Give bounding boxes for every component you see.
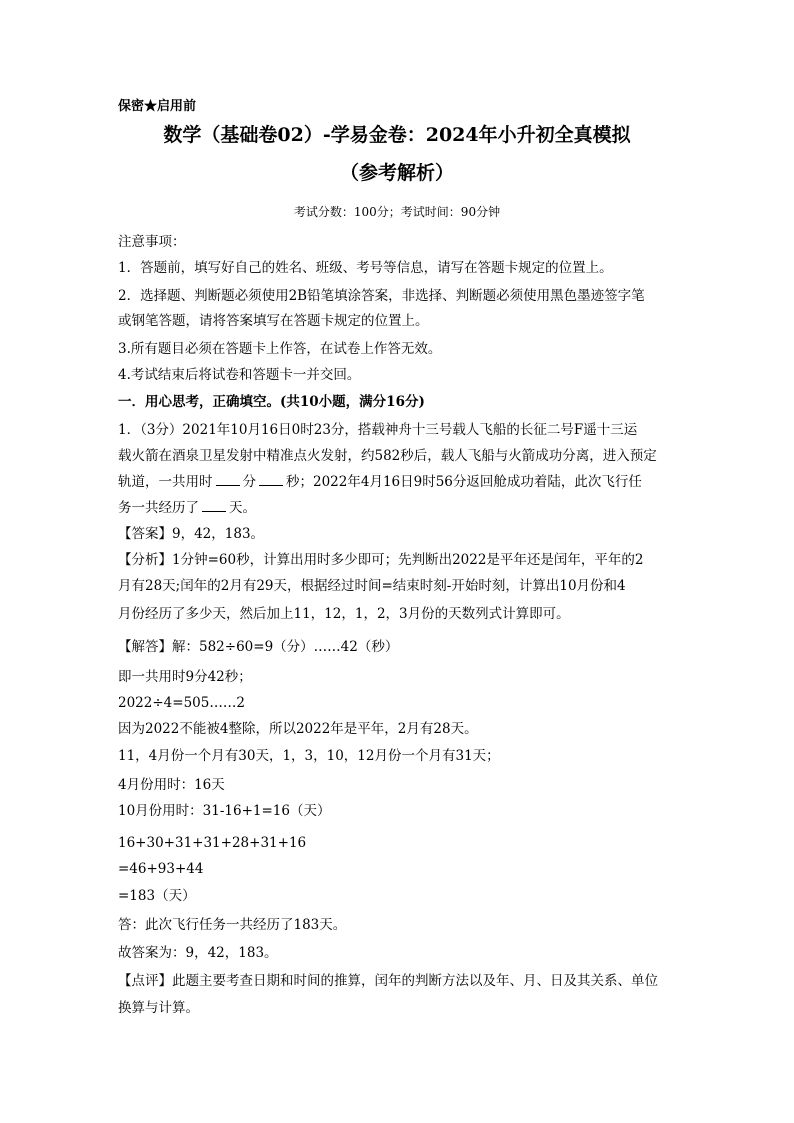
answer-blank-minutes[interactable] [216,473,240,486]
analysis-line: 【分析】1分钟=60秒，计算出用时多少即可；先判断出2022是平年还是闰年，平年的2 [118,552,644,568]
solution-line: 4月份用时：16天 [118,777,225,793]
solution-line: 答：此次飞行任务一共经历了183天。 [118,917,347,933]
question-text: 轨道，一共用时 [118,474,213,490]
exam-info: 考试分数：100分；考试时间：90分钟 [293,205,501,219]
note-item: 或钢笔答题，请将答案填写在答题卡规定的位置上。 [118,313,429,329]
solution-line: 11，4月份一个月有30天，1，3，10，12月份一个月有31天； [118,748,500,764]
confidential-label: 保密★启用前 [118,99,197,114]
comment-line: 【点评】此题主要考查日期和时间的推算，闰年的判断方法以及年、月、日及其关系、单位 [118,973,658,989]
solution-line: =46+93+44 [118,861,204,877]
question-line: 载火箭在酒泉卫星发射中精准点火发射，约582秒后，载人飞船与火箭成功分离，进入预定 [118,448,657,464]
document-subtitle: （参考解析） [339,162,454,184]
solution-line: 故答案为：9，42，183。 [118,945,278,961]
note-item: 2．选择题、判断题必须使用2B铅笔填涂答案，非选择、判断题必须使用黑色墨迹签字笔 [118,288,645,304]
question-line [118,499,256,517]
solution-line: =183（天） [118,888,196,904]
question-text: 天。 [229,500,256,516]
question-line [118,473,642,491]
question-text: 分 [242,474,256,490]
question-text: 务一共经历了 [118,500,199,516]
analysis-line: 月有28天;闰年的2月有29天，根据经过时间=结束时刻-开始时刻，计算出10月份和4 [118,578,626,594]
note-item: 4.考试结束后将试卷和答题卡一并交回。 [118,367,361,383]
question-line: 1．（3分）2021年10月16日0时23分，搭载神舟十三号载人飞船的长征二号F遥十三运 [118,422,638,438]
document-title: 数学（基础卷02）-学易金卷：2024年小升初全真模拟 [163,124,631,146]
solution-line: 10月份用时：31-16+1=16（天） [118,803,331,819]
solution-line: 即一共用时9分42秒； [118,669,252,685]
section-title: 一．用心思考，正确填空。(共10小题，满分16分) [118,394,425,410]
solution-line: 16+30+31+31+28+31+16 [118,835,307,851]
answer-blank-seconds[interactable] [259,473,283,486]
comment-line: 换算与计算。 [118,1000,199,1016]
notes-heading: 注意事项： [118,234,186,250]
note-item: 3.所有题目必须在答题卡上作答，在试卷上作答无效。 [118,341,442,357]
analysis-line: 月份经历了多少天，然后加上11，12，1，2，3月份的天数列式计算即可。 [118,606,570,622]
solution-line: 2022÷4=505……2 [118,695,245,711]
solution-line: 【解答】解：582÷60=9（分）……42（秒） [118,639,399,655]
note-item: 1．答题前，填写好自己的姓名、班级、考号等信息，请写在答题卡规定的位置上。 [118,260,613,276]
answer-line: 【答案】9，42，183。 [118,526,265,542]
answer-blank-days[interactable] [202,499,226,512]
solution-line: 因为2022不能被4整除，所以2022年是平年，2月有28天。 [118,721,478,737]
question-text: 秒；2022年4月16日9时56分返回舱成功着陆，此次飞行任 [286,474,642,490]
